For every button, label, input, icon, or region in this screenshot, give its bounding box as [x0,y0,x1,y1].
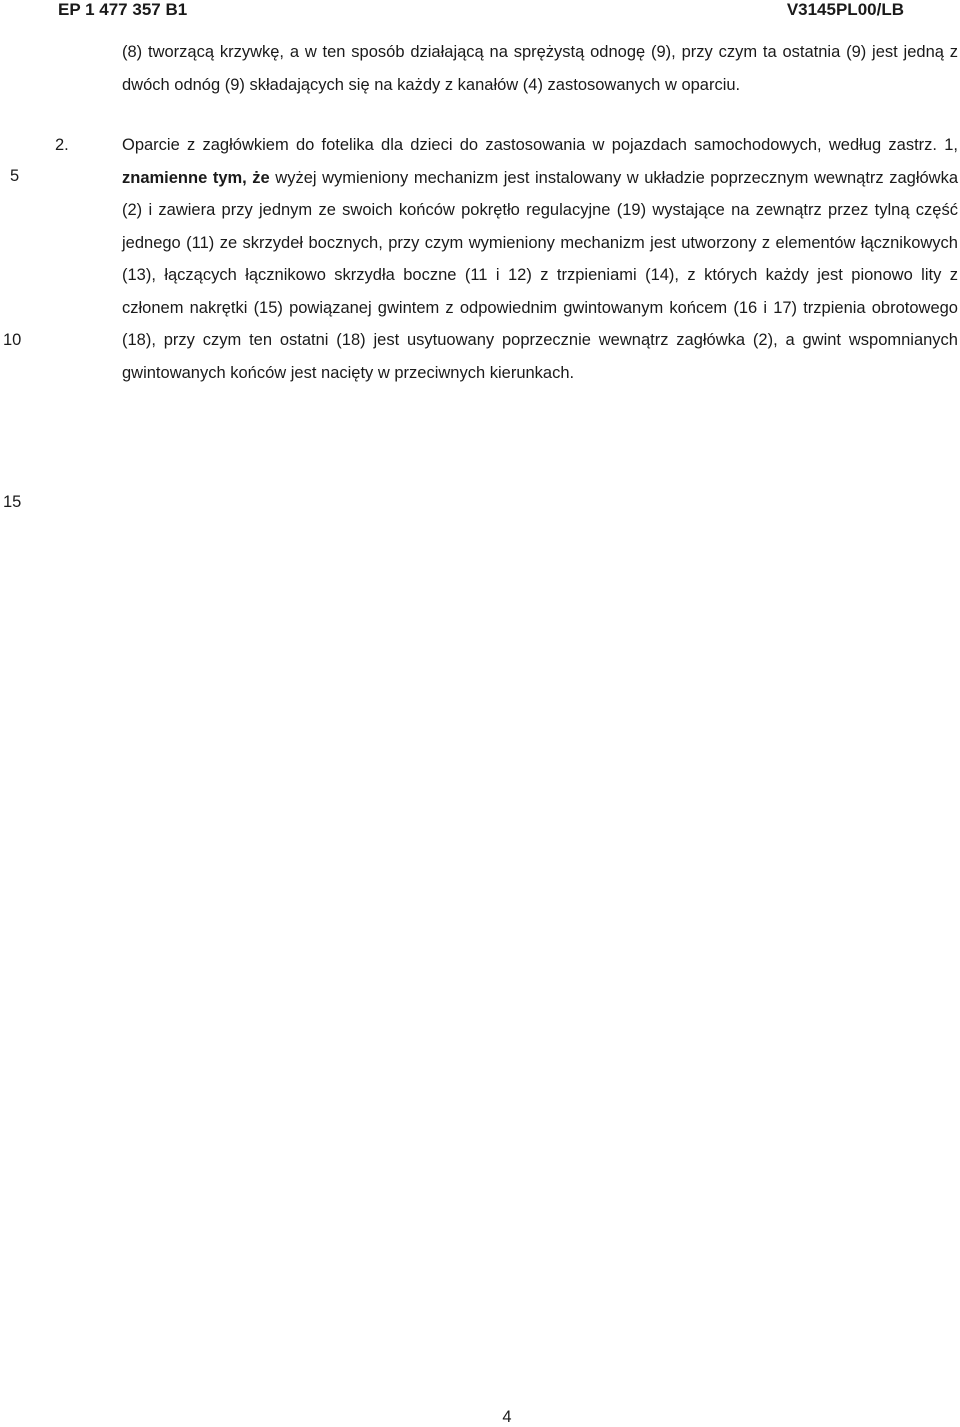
document-id: EP 1 477 357 B1 [58,0,188,19]
line-number-5: 5 [10,167,20,185]
claim-continuation: (8) tworzącą krzywkę, a w ten sposób działającą na sprężystą odnogę (9), przy czym ta ostatnia (9) jest jedną z dwóch odnóg (9) składających się na każdy z kanałów (4) zastosowanych w oparciu. [122,43,958,94]
claim-number: 2. [55,136,69,154]
line-number-10: 10 [3,331,22,349]
claim-2-part1: Oparcie z zagłówkiem do fotelika dla dzieci do zastosowania w pojazdach samochodowych, według zastrz. 1, [122,136,958,154]
claim-2-text [122,129,958,389]
document-code: V3145PL00/LB [786,0,904,19]
claim-2-characterizing-phrase: znamienne tym, że [122,168,270,187]
claim-2-part2: wyżej wymieniony mechanizm jest instalowany w układzie poprzecznym wewnątrz zagłówka (2) i zawiera przy jednym ze swoich końców pokrętło regulacyjne (19) wystające na zewnątrz przez tylną część jednego (11) ze skrzydeł bocznych, przy czym wymieniony mechanizm jest utworzony z elementów łącznikowych (13), łączących łącznikowo skrzydła boczne (11 i 12) z trzpieniami (14), z których każdy jest pionowo lity z członem nakrętki (15) powiązanej gwintem z odpowiednim gwintowanym końcem (16 i 17) trzpienia obrotowego (18), przy czym ten ostatni (18) jest usytuowany poprzecznie wewnątrz zagłówka (2), a gwint wspomnianych gwintowanych końców jest nacięty w przeciwnych kierunkach. [122,168,958,382]
line-number-15: 15 [3,493,22,511]
page-number: 4 [502,1408,512,1426]
